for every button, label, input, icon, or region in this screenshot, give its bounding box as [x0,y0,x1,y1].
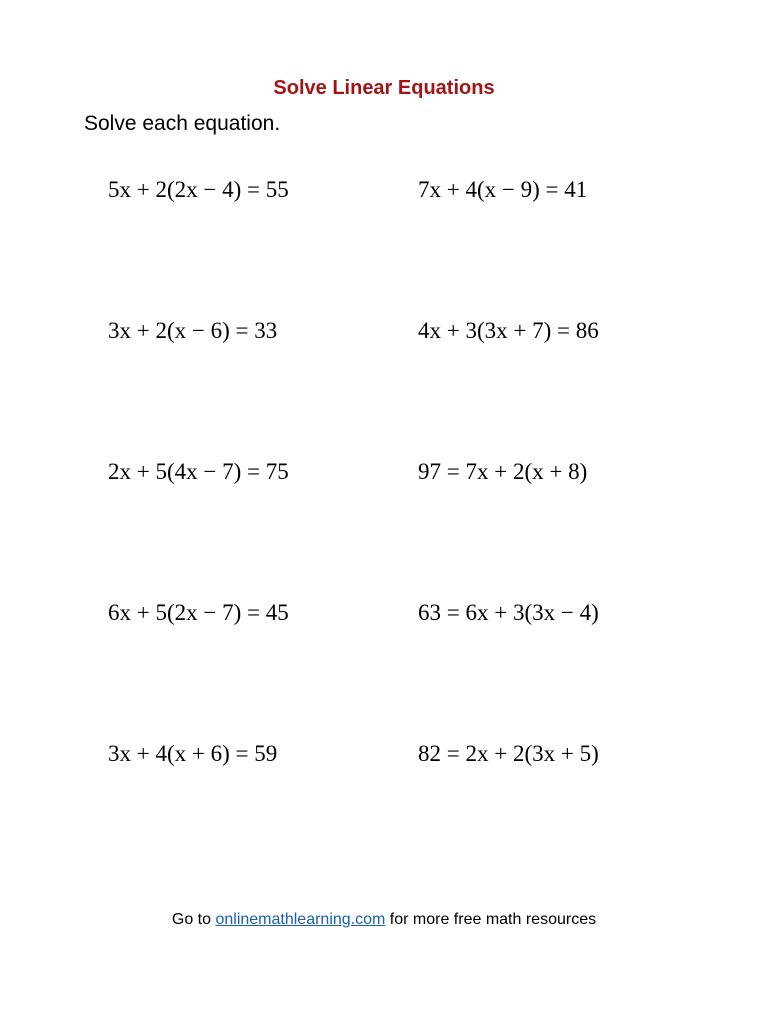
equation-right-5: 82 = 2x + 2(3x + 5) [418,741,599,766]
equation-right-2: 4x + 3(3x + 7) = 86 [418,318,599,343]
equation-right-1: 7x + 4(x − 9) = 41 [418,177,588,202]
equation-right-3: 97 = 7x + 2(x + 8) [418,459,588,484]
footer-link[interactable]: onlinemathlearning.com [215,911,386,928]
equation-left-1: 5x + 2(2x − 4) = 55 [108,177,289,202]
equation-right-4: 63 = 6x + 3(3x − 4) [418,600,599,625]
footer-suffix: for more free math resources [385,911,597,928]
equation-left-3: 2x + 5(4x − 7) = 75 [108,459,289,484]
equation-left-4: 6x + 5(2x − 7) = 45 [108,600,289,625]
footer [0,909,768,931]
equation-left-2: 3x + 2(x − 6) = 33 [108,318,278,343]
instruction-text: Solve each equation. [84,112,281,135]
worksheet-title: Solve Linear Equations [273,77,495,99]
footer-prefix: Go to [171,911,216,928]
equation-left-5: 3x + 4(x + 6) = 59 [108,741,278,766]
